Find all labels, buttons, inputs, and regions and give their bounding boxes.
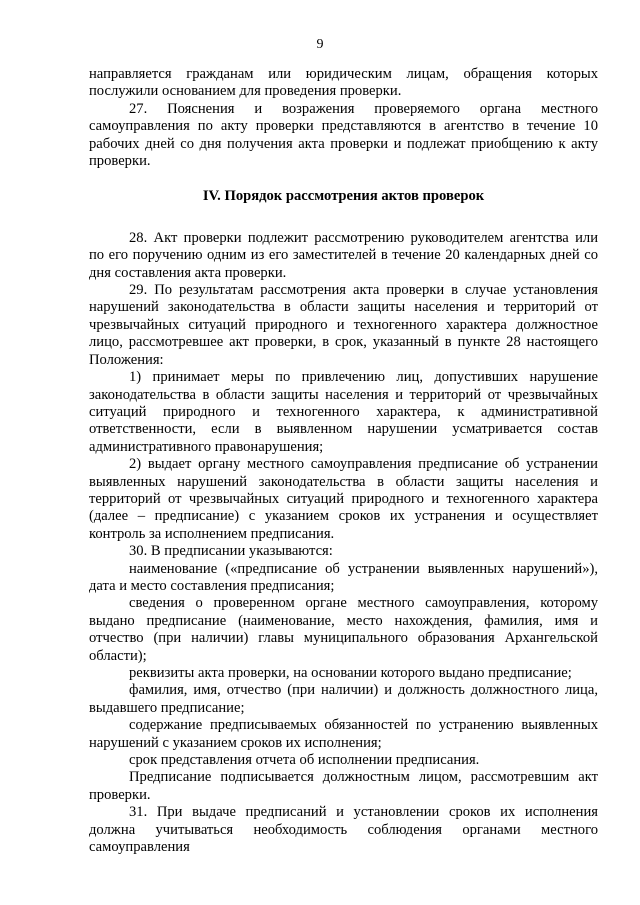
paragraph-29-item-1: 1) принимает меры по привлечению лиц, допустивших нарушение законодательства в области защиты населения и территорий от чрезвычайных ситуаций природного и техногенного характера, к административной ответственности, если в выявленном нарушении усматривается состав административного правонарушения; — [89, 369, 598, 455]
paragraph-30: 30. В предписании указываются: — [129, 543, 333, 560]
paragraph-29-item-2: 2) выдает органу местного самоуправления предписание об устранении выявленных нарушений законодательства в области защиты населения и территорий от чрезвычайных ситуаций природного и техногенного характера (далее – предписание) с указанием сроков их устранения и осуществляет контроль за исполнением предписания. — [89, 456, 598, 542]
paragraph-30-item-requisites: реквизиты акта проверки, на основании которого выдано предписание; — [129, 665, 572, 681]
document-body — [89, 66, 598, 856]
page-number: 9 — [316, 37, 324, 52]
paragraph-30-item-info: сведения о проверенном органе местного самоуправления, которому выдано предписание (наименование, место нахождения, фамилия, имя и отчество (при наличии) главы муниципального образования Архангельской области); — [89, 595, 598, 664]
paragraph-31: 31. При выдаче предписаний и установлении сроков их исполнения должна учитываться необходимость соблюдения органами местного самоуправления — [89, 804, 598, 856]
section-heading: IV. Порядок рассмотрения актов проверок — [202, 188, 485, 205]
paragraph-27: 27. Пояснения и возражения проверяемого органа местного самоуправления по акту проверки представляются в агентство в течение 10 рабочих дней со дня получения акта проверки и подлежат приобщению к акту проверки. — [89, 100, 598, 170]
paragraph-30-item-official: фамилия, имя, отчество (при наличии) и должность должностного лица, выдавшего предписание; — [89, 682, 598, 716]
paragraph-28: 28. Акт проверки подлежит рассмотрению руководителем агентства или по его поручению одним из его заместителей в течение 20 календарных дней со дня составления акта проверки. — [89, 229, 598, 281]
paragraph-30-item-deadline: срок представления отчета об исполнении предписания. — [129, 752, 480, 769]
paragraph-30-signature: Предписание подписывается должностным лицом, рассмотревшим акт проверки. — [89, 769, 598, 803]
paragraph-29: 29. По результатам рассмотрения акта проверки в случае установления нарушений законодательства в области защиты населения и территорий от чрезвычайных ситуаций природного и техногенного характера должностное лицо, рассмотревшее акт проверки, в срок, указанный в пункте 28 настоящего Положения: — [89, 282, 598, 368]
paragraph-30-item-content: содержание предписываемых обязанностей по устранению выявленных нарушений с указанием сроков их исполнения; — [89, 717, 598, 751]
paragraph-continuation: направляется гражданам или юридическим лицам, обращения которых послужили основанием для проведения проверки. — [89, 66, 598, 100]
paragraph-30-item-name: наименование («предписание об устранении выявленных нарушений»), дата и место составления предписания; — [89, 560, 598, 594]
